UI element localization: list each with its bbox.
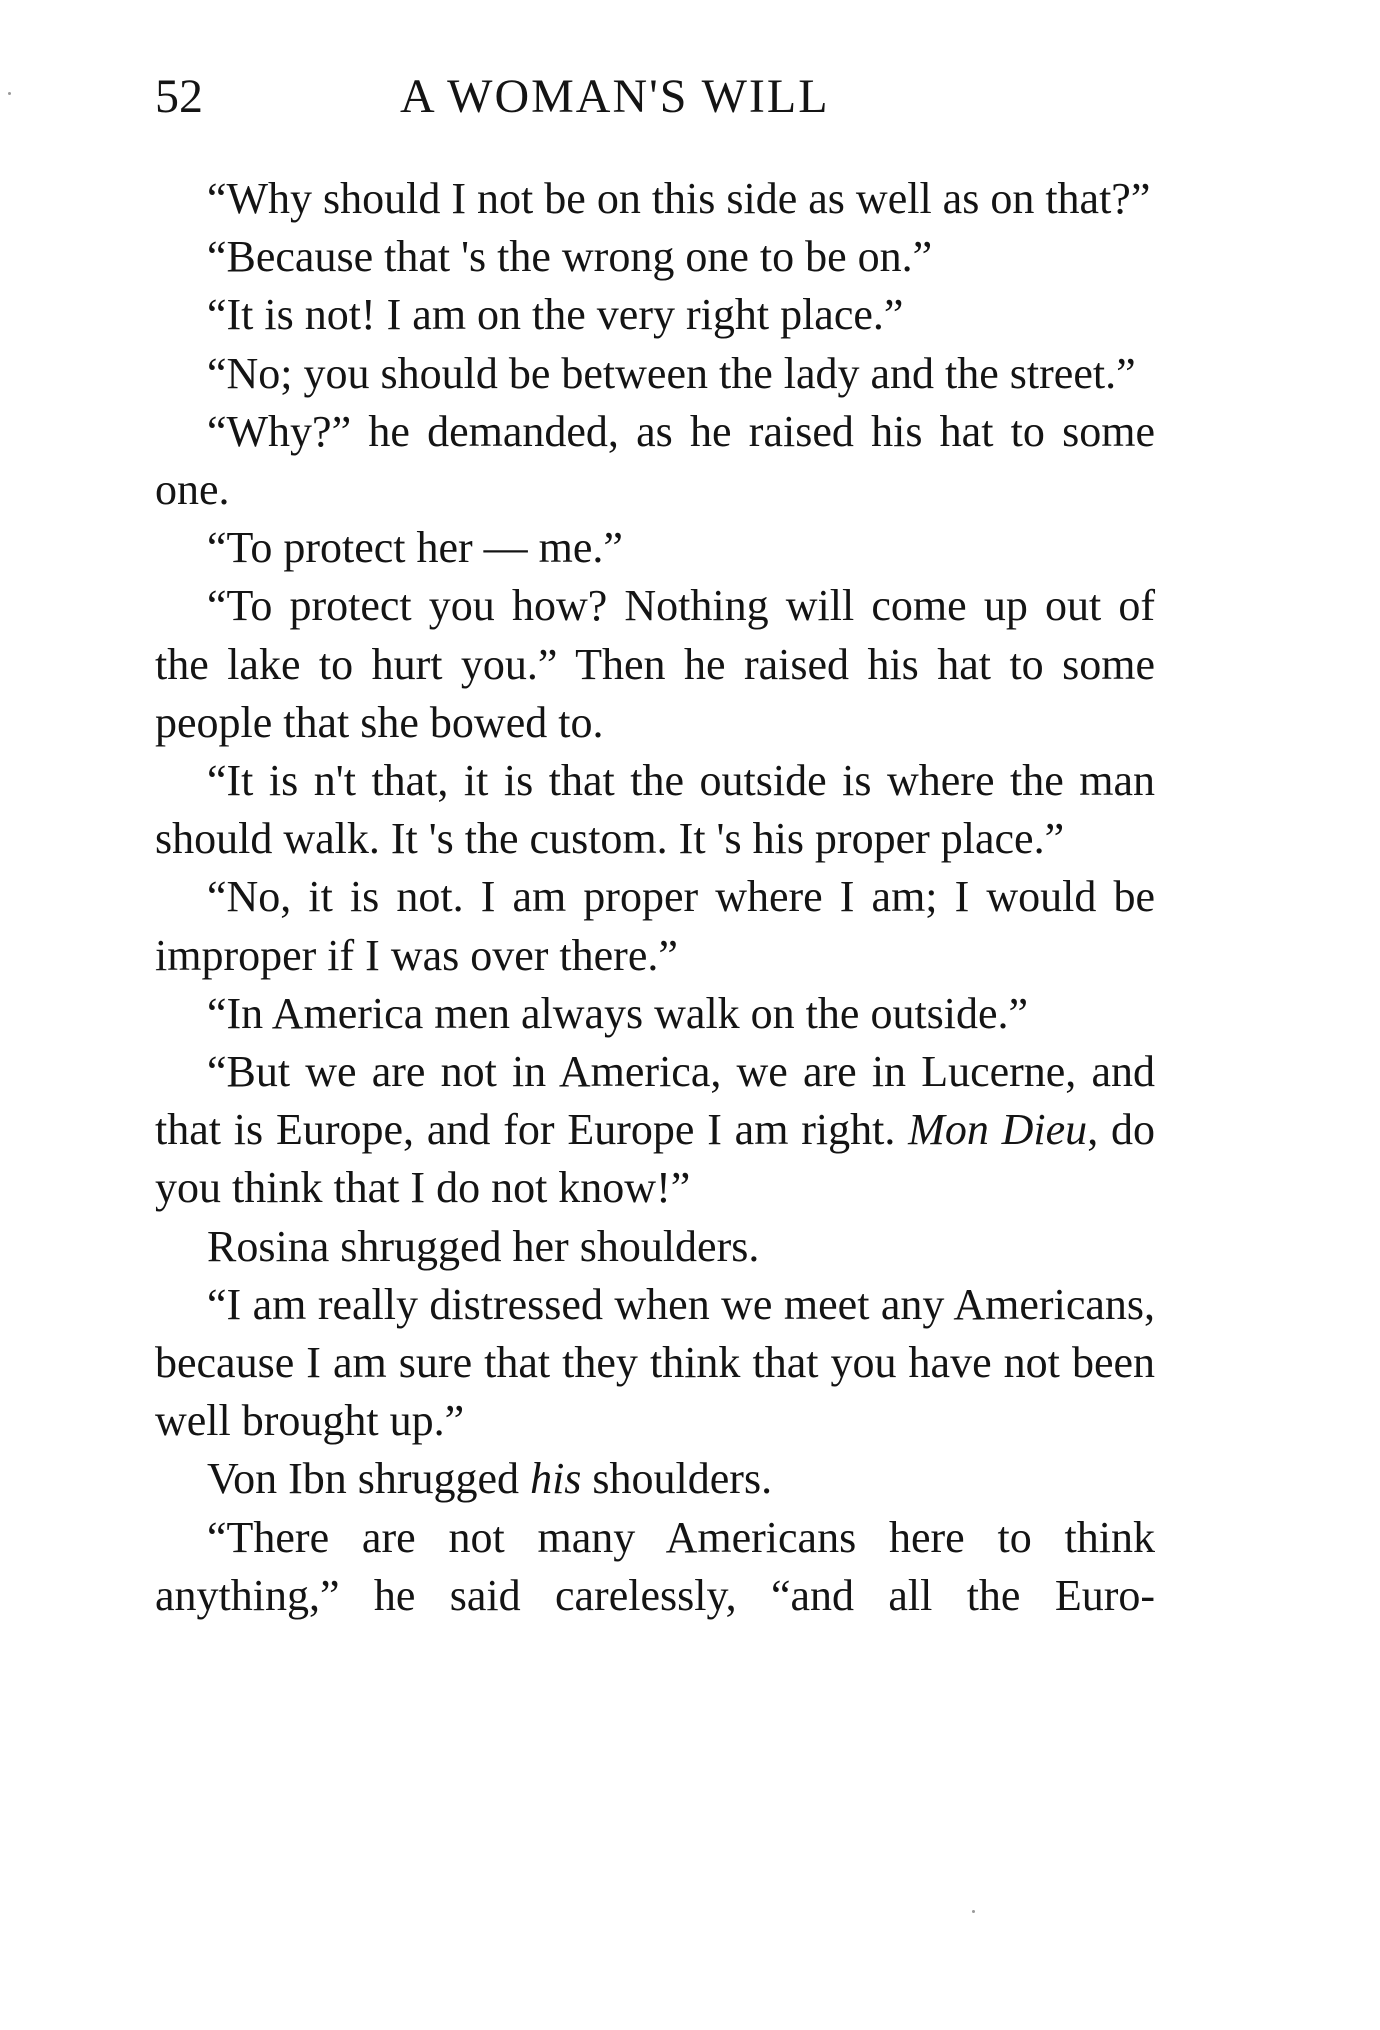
paper-speck [972,1910,975,1913]
body-text [155,170,1155,1625]
paragraph: “No, it is not. I am proper where I am; I would be improper if I was over there.” [155,872,1155,980]
paragraph [155,1043,1155,1218]
page-number: 52 [155,70,203,123]
paragraph-text: “But we are not in America, we are in Lucerne, and that is Europe, and for Europe I am right. [155,1047,1155,1155]
paragraph: “To protect her — me.” [207,523,623,573]
italic-phrase: Mon Dieu [908,1105,1088,1155]
paragraph: Rosina shrugged her shoulders. [207,1221,760,1271]
italic-word: his [530,1454,582,1504]
paragraph: “It is n't that, it is that the outside is where the man should walk. It 's the custom. It 's his proper place.” [155,756,1155,864]
running-head [155,62,1155,132]
paper-speck [8,92,11,95]
paragraph-text: shoulders. [581,1454,773,1504]
paragraph: “Why should I not be on this side as well as on that?” [207,174,1151,223]
paragraph-text: Von Ibn shrugged [207,1454,531,1504]
paragraph: “No; you should be between the lady and the street.” [207,348,1136,398]
paragraph: “To protect you how? Nothing will come up out of the lake to hurt you.” Then he raised his hat to some people that she bowed to. [155,581,1155,747]
paragraph: “Because that 's the wrong one to be on.” [207,232,933,282]
paragraph [155,1450,1155,1508]
paragraph: “In America men always walk on the outside.” [207,988,1029,1038]
paragraph-text: , do you think that I do not know!” [155,1105,1156,1213]
paragraph: “There are not many Americans here to think anything,” he said carelessly, “and all the Euro- [155,1512,1155,1620]
paragraph: “I am really distressed when we meet any Americans, because I am sure that they think that you have not been well brought up.” [155,1279,1155,1446]
running-title: A WOMAN'S WILL [400,70,830,123]
paragraph: “It is not! I am on the very right place.” [207,290,904,340]
paragraph: “Why?” he demanded, as he raised his hat to some one. [155,406,1155,515]
